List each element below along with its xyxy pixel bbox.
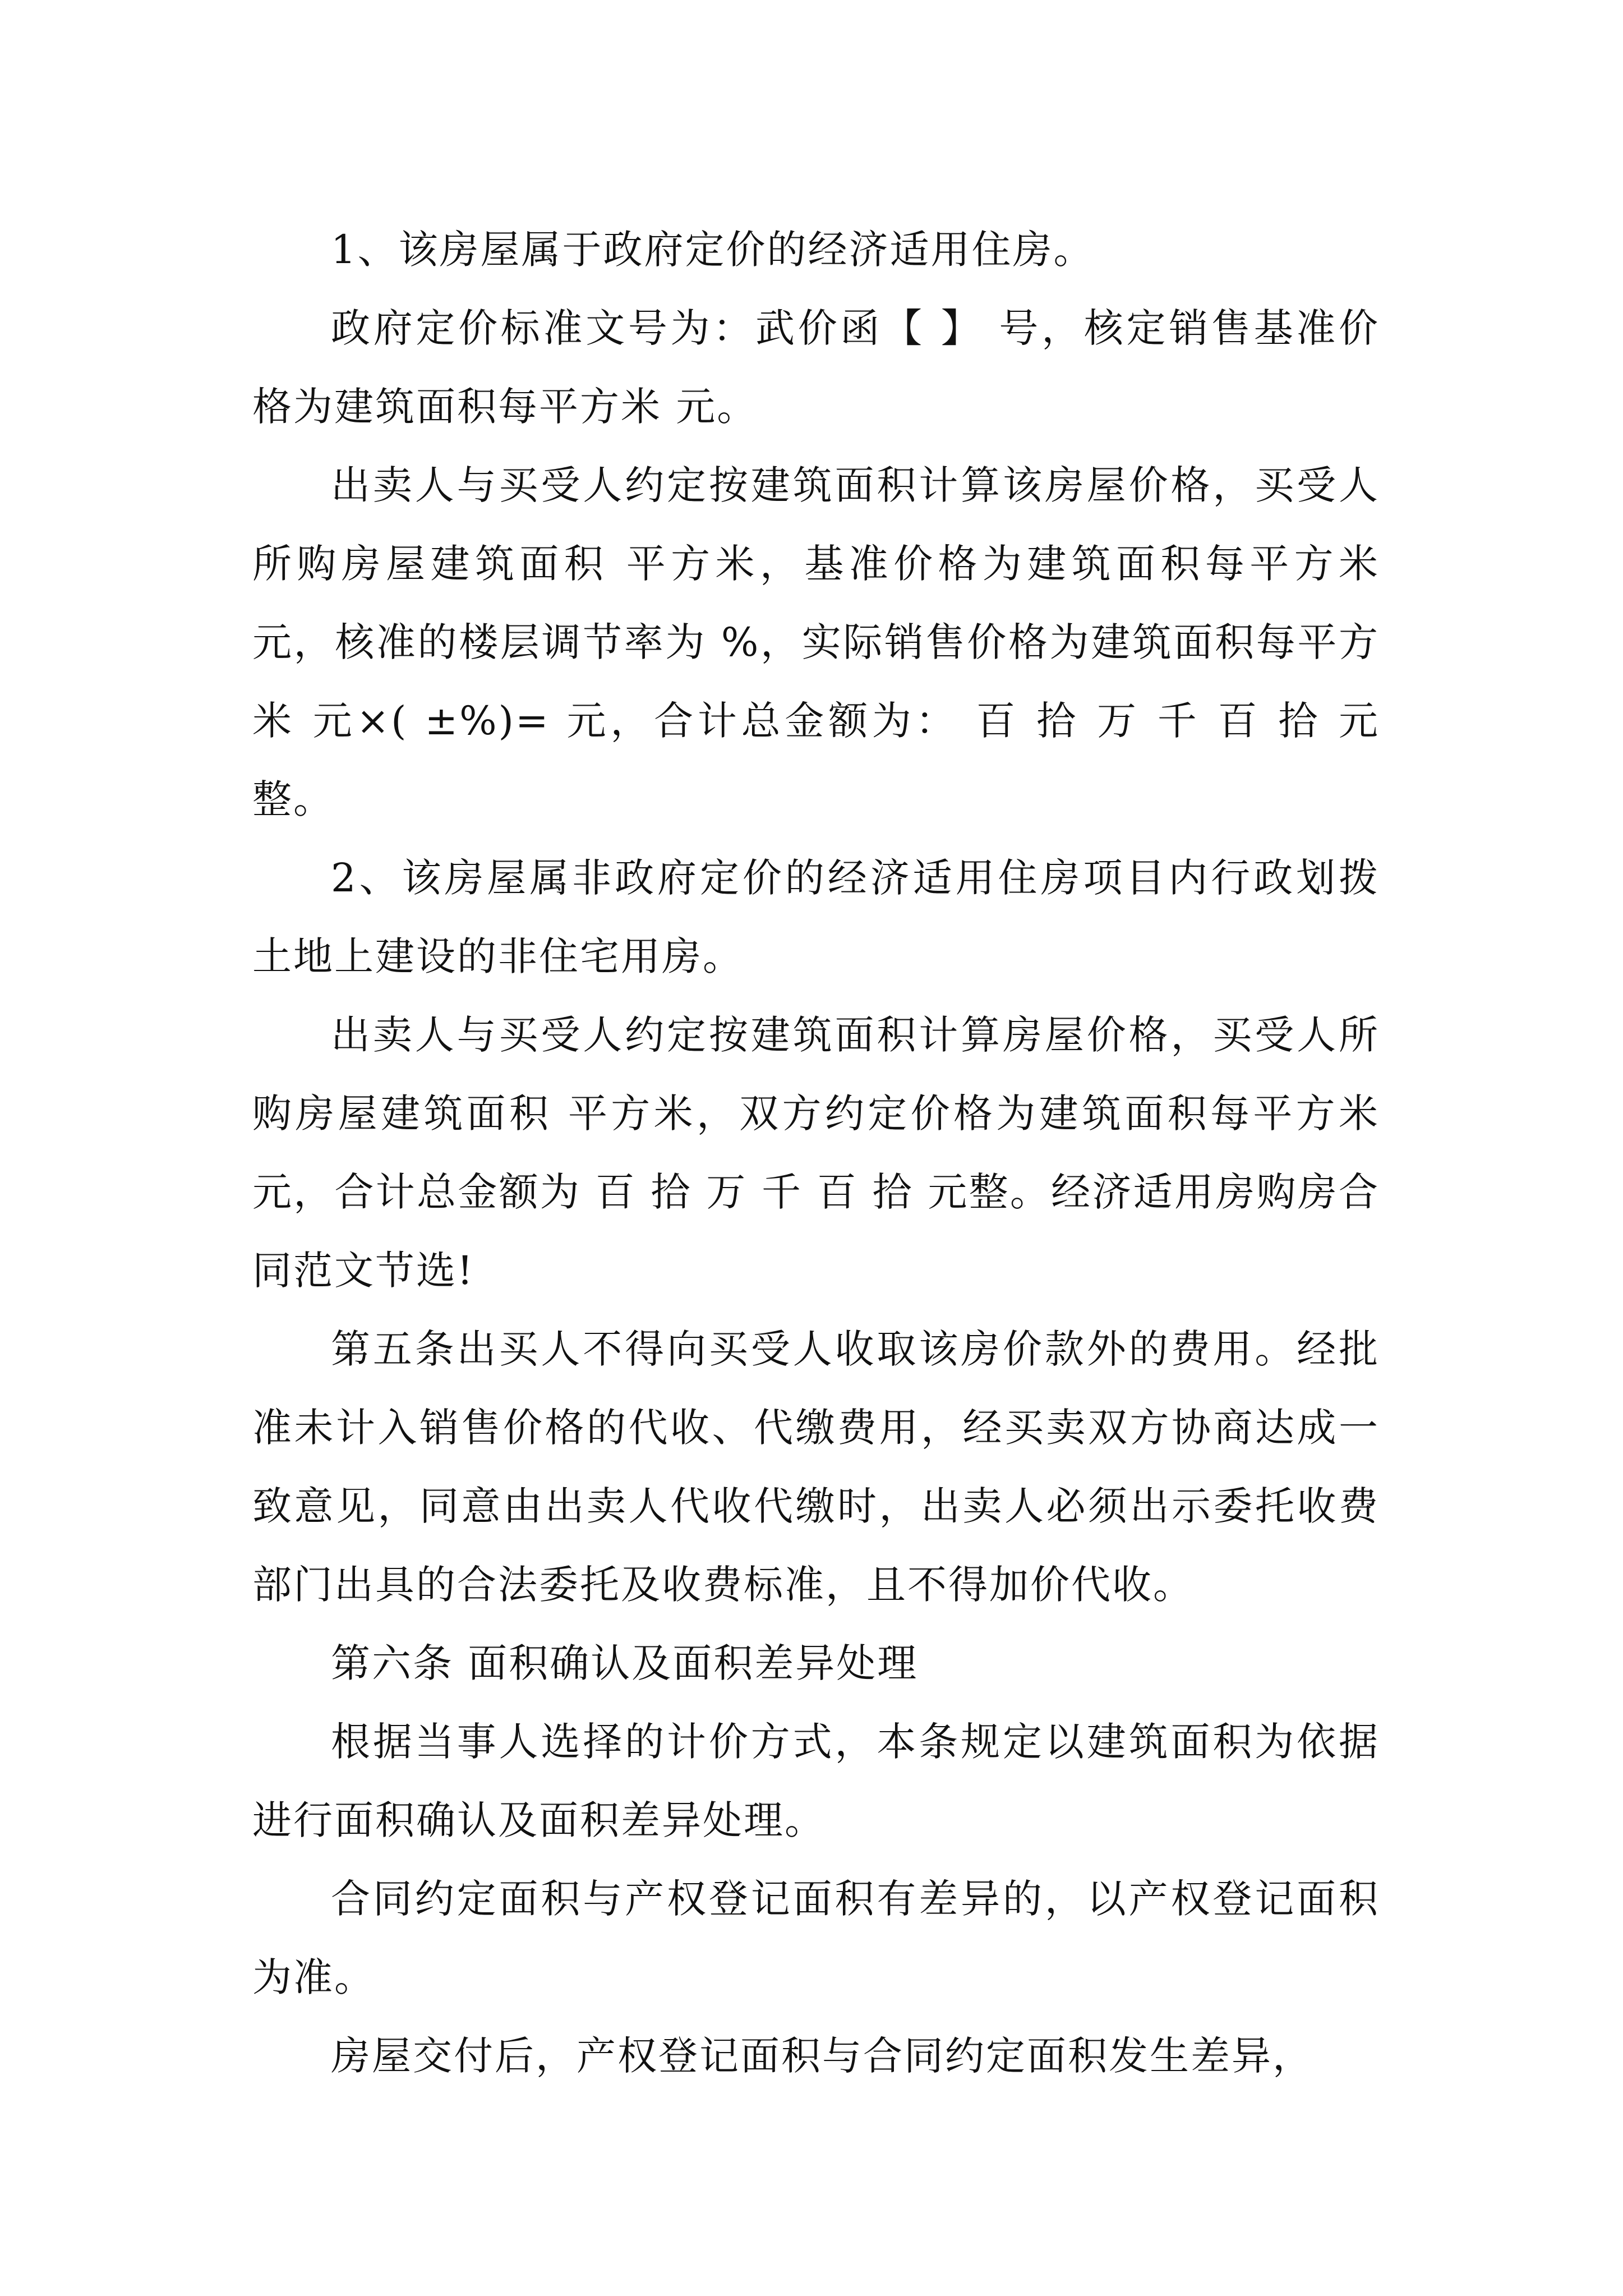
paragraph-9: 合同约定面积与产权登记面积有差异的，以产权登记面积为准。 (252, 1876, 1380, 2000)
paragraph-6: 第五条出买人不得向买受人收取该房价款外的费用。经批准未计入销售价格的代收、代缴费用，经买卖双方协商达成一致意见，同意由出卖人代收代缴时，出卖人必须出示委托收费部门出具的合法委托及收费标准，且不得加价代收。 (252, 1326, 1380, 1608)
paragraph-2: 政府定价标准文号为：武价函【 】 号，核定销售基准价格为建筑面积每平方米 元。 (252, 305, 1380, 430)
document-body (252, 210, 1380, 2095)
paragraph-5: 出卖人与买受人约定按建筑面积计算房屋价格，买受人所购房屋建筑面积 平方米，双方约定价格为建筑面积每平方米元，合计总金额为 百 拾 万 千 百 拾 元整。经济适用房购房合同范文节选! (252, 1012, 1380, 1294)
paragraph-8: 根据当事人选择的计价方式，本条规定以建筑面积为依据进行面积确认及面积差异处理。 (252, 1719, 1380, 1843)
paragraph-3: 出卖人与买受人约定按建筑面积计算该房屋价格，买受人所购房屋建筑面积 平方米，基准价格为建筑面积每平方米 元，核准的楼层调节率为 %，实际销售价格为建筑面积每平方米 元×( ±%)= 元，合计总金额为： 百 拾 万 千 百 拾 元整。 (252, 462, 1380, 822)
paragraph-4: 2、该房屋属非政府定价的经济适用住房项目内行政划拨土地上建设的非住宅用房。 (252, 855, 1380, 979)
paragraph-1: 1、该房屋属于政府定价的经济适用住房。 (331, 227, 1095, 273)
paragraph-7: 第六条 面积确认及面积差异处理 (331, 1640, 919, 1686)
paragraph-10: 房屋交付后，产权登记面积与合同约定面积发生差异， (331, 2033, 1313, 2079)
